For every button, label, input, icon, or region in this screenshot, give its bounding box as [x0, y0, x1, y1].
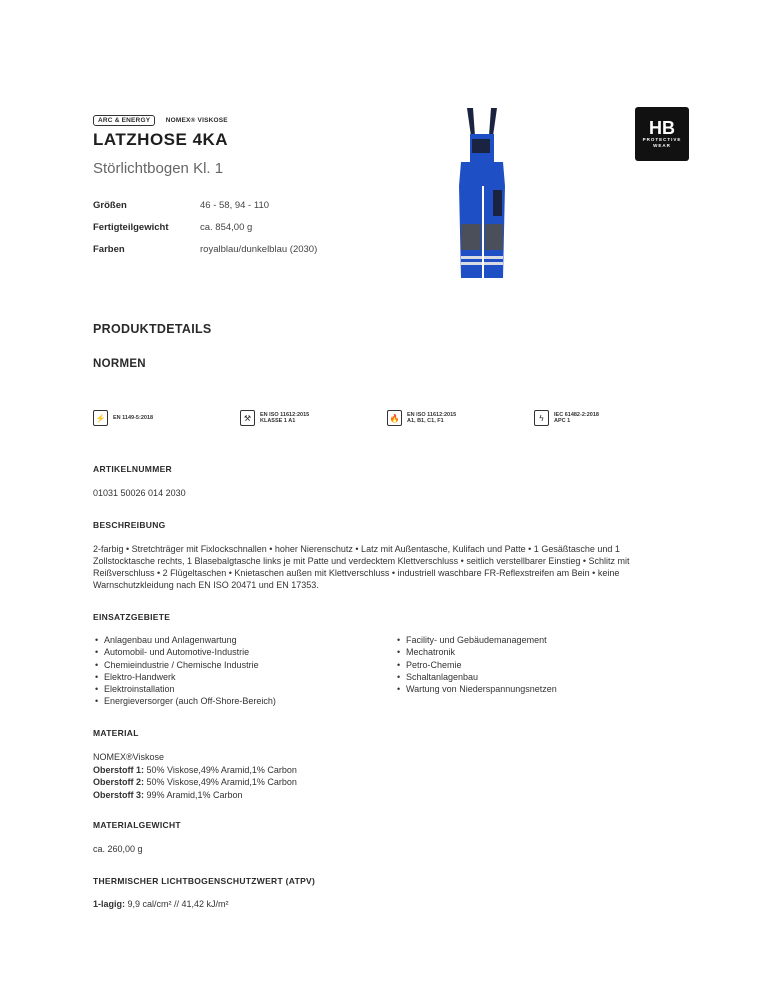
- materialgewicht-value: ca. 260,00 g: [93, 844, 143, 854]
- waist: [459, 162, 505, 186]
- norm-item-3: [387, 410, 456, 426]
- norm-2-line1: EN ISO 11612:2015: [260, 411, 310, 418]
- reflex-stripe-right-2: [484, 262, 503, 265]
- list-item: • Schaltanlagenbau: [395, 671, 675, 683]
- spec-label-weight: Fertigteilgewicht: [93, 222, 169, 233]
- reflex-stripe-left-1: [461, 256, 482, 259]
- material-line0: NOMEX®Viskose: [93, 752, 164, 762]
- norm-3-line2: A1, B1, C1, F1: [407, 418, 444, 424]
- reflex-stripe-left-2: [461, 262, 482, 265]
- norm-4-line2: APC 1: [554, 418, 571, 424]
- norm-item-2: [240, 410, 309, 426]
- material-row-3-label: Oberstoff 3:: [93, 789, 145, 800]
- einsatzgebiete-list-left: [93, 634, 383, 708]
- section-title-produktdetails: PRODUKTDETAILS: [93, 322, 212, 336]
- spec-value-sizes: 46 - 58, 94 - 110: [200, 200, 270, 211]
- beschreibung-title: BESCHREIBUNG: [93, 520, 166, 530]
- list-item: • Automobil- und Automotive-Industrie: [93, 646, 383, 658]
- material-title: MATERIAL: [93, 728, 139, 738]
- logo-mark: HB: [649, 118, 675, 138]
- list-item: • Wartung von Niederspannungsnetzen: [395, 683, 675, 695]
- product-image: [455, 106, 515, 281]
- material-row-1: [93, 764, 297, 777]
- material-row-3: [93, 789, 297, 802]
- norm-item-1: [93, 410, 153, 426]
- norm-3-line1: EN ISO 11612:2015: [407, 411, 457, 418]
- spec-value-colors: royalblau/dunkelblau (2030): [200, 244, 318, 255]
- tag-nomex: NOMEX® VISKOSE: [165, 117, 228, 124]
- norm-4-line1: IEC 61482-2:2018: [554, 411, 599, 418]
- logo-text-1: PROTECTIVE: [642, 137, 682, 142]
- list-item: • Petro-Chemie: [395, 659, 675, 671]
- list-item: • Mechatronik: [395, 646, 675, 658]
- atpv-label: 1-lagig:: [93, 899, 126, 909]
- spec-label-colors: Farben: [93, 244, 125, 255]
- norm-1-line1: EN 1149-5:2018: [113, 414, 154, 421]
- beschreibung-text: 2-farbig • Stretchträger mit Fixlockschnallen • hoher Nierenschutz • Latz mit Außentasche, Kulifach und Patte • 1 Gesäßtasche und 1 Zollstocktasche rechts, 1 Blasebalgtasche links je mit Patte und verdecktem Klettverschluss • seitlich verstellbarer Einstieg • Schlitz mit Reißverschluss • 2 Flügeltaschen • Knietaschen außen mit Klettverschluss • industriell waschbare FR-Reflexstreifen am Bein • keine Warnschutzkleidung nach EN ISO 20471 und EN 17353.: [93, 544, 630, 590]
- brand-logo: [635, 107, 689, 161]
- material-block: [93, 751, 297, 801]
- material-row-1-value: 50% Viskose,49% Aramid,1% Carbon: [144, 764, 297, 775]
- list-item: • Energieversorger (auch Off-Shore-Bereich): [93, 695, 383, 707]
- norm-item-4: [534, 410, 599, 426]
- atpv-title: THERMISCHER LICHTBOGENSCHUTZWERT (ATPV): [93, 876, 316, 886]
- normen-title: NORMEN: [93, 358, 146, 370]
- atpv-row: [93, 898, 229, 910]
- strap-left: [467, 108, 475, 136]
- knee-pad-left: [461, 224, 481, 250]
- arc-shield-icon: ϟ: [534, 410, 549, 426]
- lightning-shield-icon: ⚡: [93, 410, 108, 426]
- side-pocket: [493, 190, 502, 216]
- material-row-2: [93, 776, 297, 789]
- reflex-stripe-right-1: [484, 256, 503, 259]
- spec-value-weight: ca. 854,00 g: [200, 222, 253, 233]
- tools-shield-icon: ⚒: [240, 410, 255, 426]
- material-row-2-value: 50% Viskose,49% Aramid,1% Carbon: [144, 777, 297, 787]
- product-title: LATZHOSE 4KA: [93, 130, 229, 149]
- list-item: • Chemieindustrie / Chemische Industrie: [93, 659, 383, 671]
- tag-arc-energy: ARC & ENERGY: [93, 115, 155, 126]
- einsatzgebiete-list-right: [395, 634, 675, 695]
- logo-text-2: WEAR: [653, 143, 671, 148]
- artikelnummer-title: ARTIKELNUMMER: [93, 464, 172, 474]
- atpv-value: 9,9 cal/cm² // 41,42 kJ/m²: [125, 899, 229, 909]
- spec-label-sizes: Größen: [93, 200, 127, 211]
- material-row-1-label: Oberstoff 1:: [93, 764, 145, 775]
- norm-2-line2: KLASSE 1 A1: [260, 418, 296, 424]
- flame-shield-icon: 🔥: [387, 410, 402, 426]
- einsatzgebiete-title: EINSATZGEBIETE: [93, 612, 171, 622]
- bib-pocket: [472, 139, 490, 153]
- material-row-2-label: Oberstoff 2:: [93, 777, 145, 787]
- list-item: • Elektro-Handwerk: [93, 671, 383, 683]
- strap-right: [489, 108, 497, 136]
- artikelnummer-value: 01031 50026 014 2030: [93, 488, 186, 498]
- materialgewicht-title: MATERIALGEWICHT: [93, 820, 181, 830]
- list-item: • Anlagenbau und Anlagenwartung: [93, 634, 383, 646]
- product-subtitle: Störlichtbogen Kl. 1: [93, 160, 224, 177]
- list-item: • Facility- und Gebäudemanagement: [395, 634, 675, 646]
- tag-row: [93, 109, 228, 127]
- material-row-3-value: 99% Aramid,1% Carbon: [144, 789, 243, 800]
- knee-pad-right: [485, 224, 503, 250]
- list-item: • Elektroinstallation: [93, 683, 383, 695]
